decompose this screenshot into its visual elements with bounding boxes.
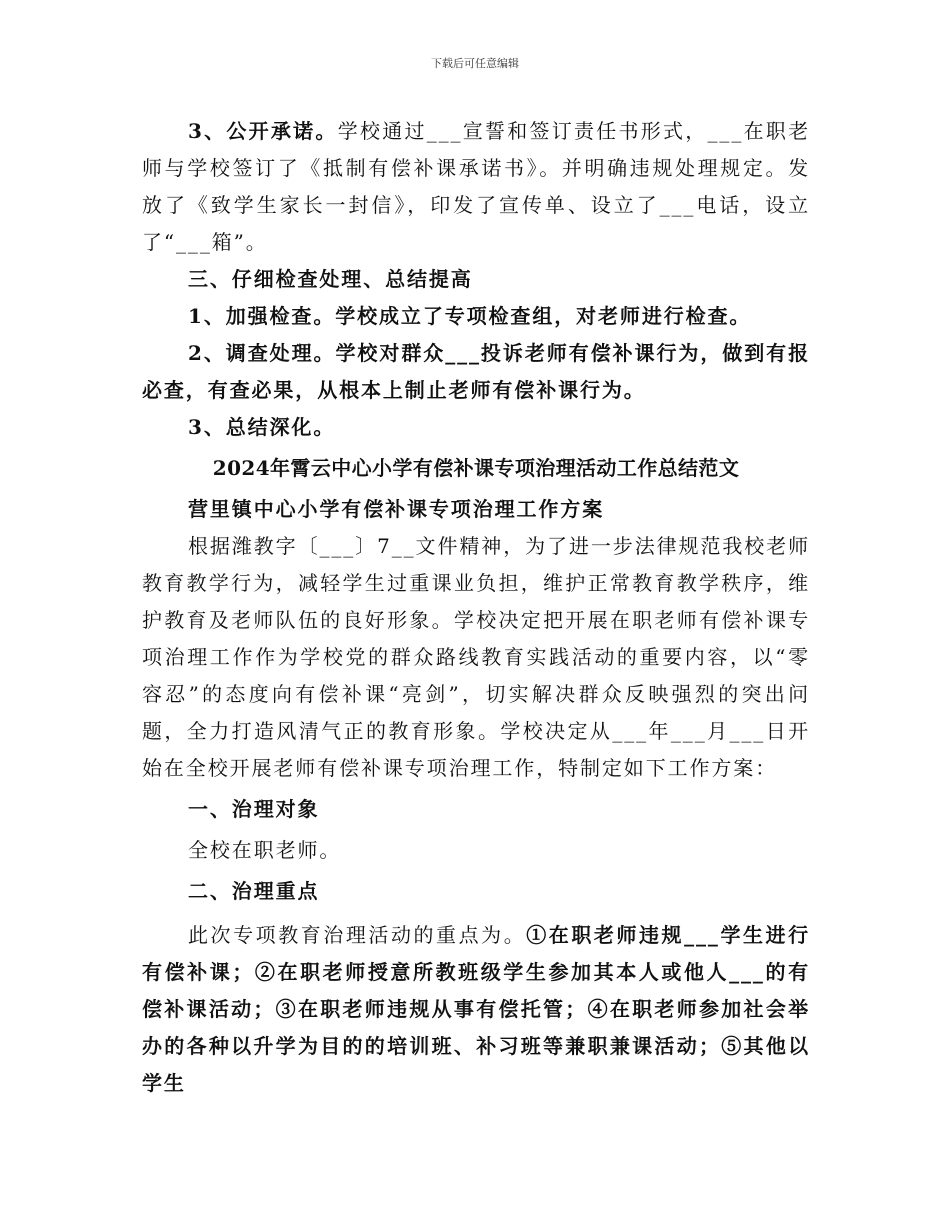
commitment-text: 学校通过___宣誓和签订责任书形式，___在职老师与学校签订了《抵制有偿补课承诺书》。并明确违规处理规定。发放了《致学生家长一封信》，印发了宣传单、设立了___电话，设立了“___箱”。 bbox=[142, 119, 810, 254]
list-item-inspection: 1、加强检查。学校成立了专项检查组，对老师进行检查。 bbox=[188, 304, 752, 328]
section-heading-focus: 二、治理重点 bbox=[188, 879, 320, 903]
list-item-summary: 3、总结深化。 bbox=[188, 415, 336, 439]
document-title: 2024年霄云中心小学有偿补课专项治理活动工作总结范文 bbox=[212, 456, 740, 480]
focus-items: ①在职老师违规___学生进行有偿补课；②在职老师授意所教班级学生参加其本人或他人___的有偿补课活动；③在职老师违规从事有偿托管；④在职老师参加社会举办的各种以升学为目的的培训班、补习班等兼职兼课活动；⑤其他以学生 bbox=[142, 923, 810, 1095]
paragraph-public-commitment bbox=[142, 113, 810, 261]
focus-intro: 此次专项教育治理活动的重点为。 bbox=[188, 923, 527, 947]
paragraph-focus bbox=[142, 917, 810, 1102]
commitment-heading: 3、公开承诺。 bbox=[188, 119, 338, 143]
document-subtitle: 营里镇中心小学有偿补课专项治理工作方案 bbox=[188, 497, 605, 521]
document-body bbox=[142, 113, 810, 1102]
paragraph-target: 全校在职老师。 bbox=[188, 838, 342, 862]
paragraph-main: 根据潍教字〔___〕7__文件精神，为了进一步法律规范我校老师教育教学行为，减轻学生过重课业负担，维护正常教育教学秩序，维护教育及老师队伍的良好形象。学校决定把开展在职老师有偿补课专项治理工作作为学校党的群众路线教育实践活动的重要内容，以“零容忍”的态度向有偿补课“亮剑”，切实解决群众反映强烈的突出问题，全力打造风清气正的教育形象。学校决定从___年___月___日开始在全校开展老师有偿补课专项治理工作，特制定如下工作方案： bbox=[142, 534, 810, 780]
section-heading-3: 三、仔细检查处理、总结提高 bbox=[188, 267, 473, 291]
list-item-investigation: 2、调查处理。学校对群众___投诉老师有偿补课行为，做到有报必查，有查必果，从根本上制止老师有偿补课行为。 bbox=[142, 341, 810, 402]
page-header: 下载后可任意编辑 bbox=[431, 57, 519, 70]
section-heading-target: 一、治理对象 bbox=[188, 797, 320, 821]
